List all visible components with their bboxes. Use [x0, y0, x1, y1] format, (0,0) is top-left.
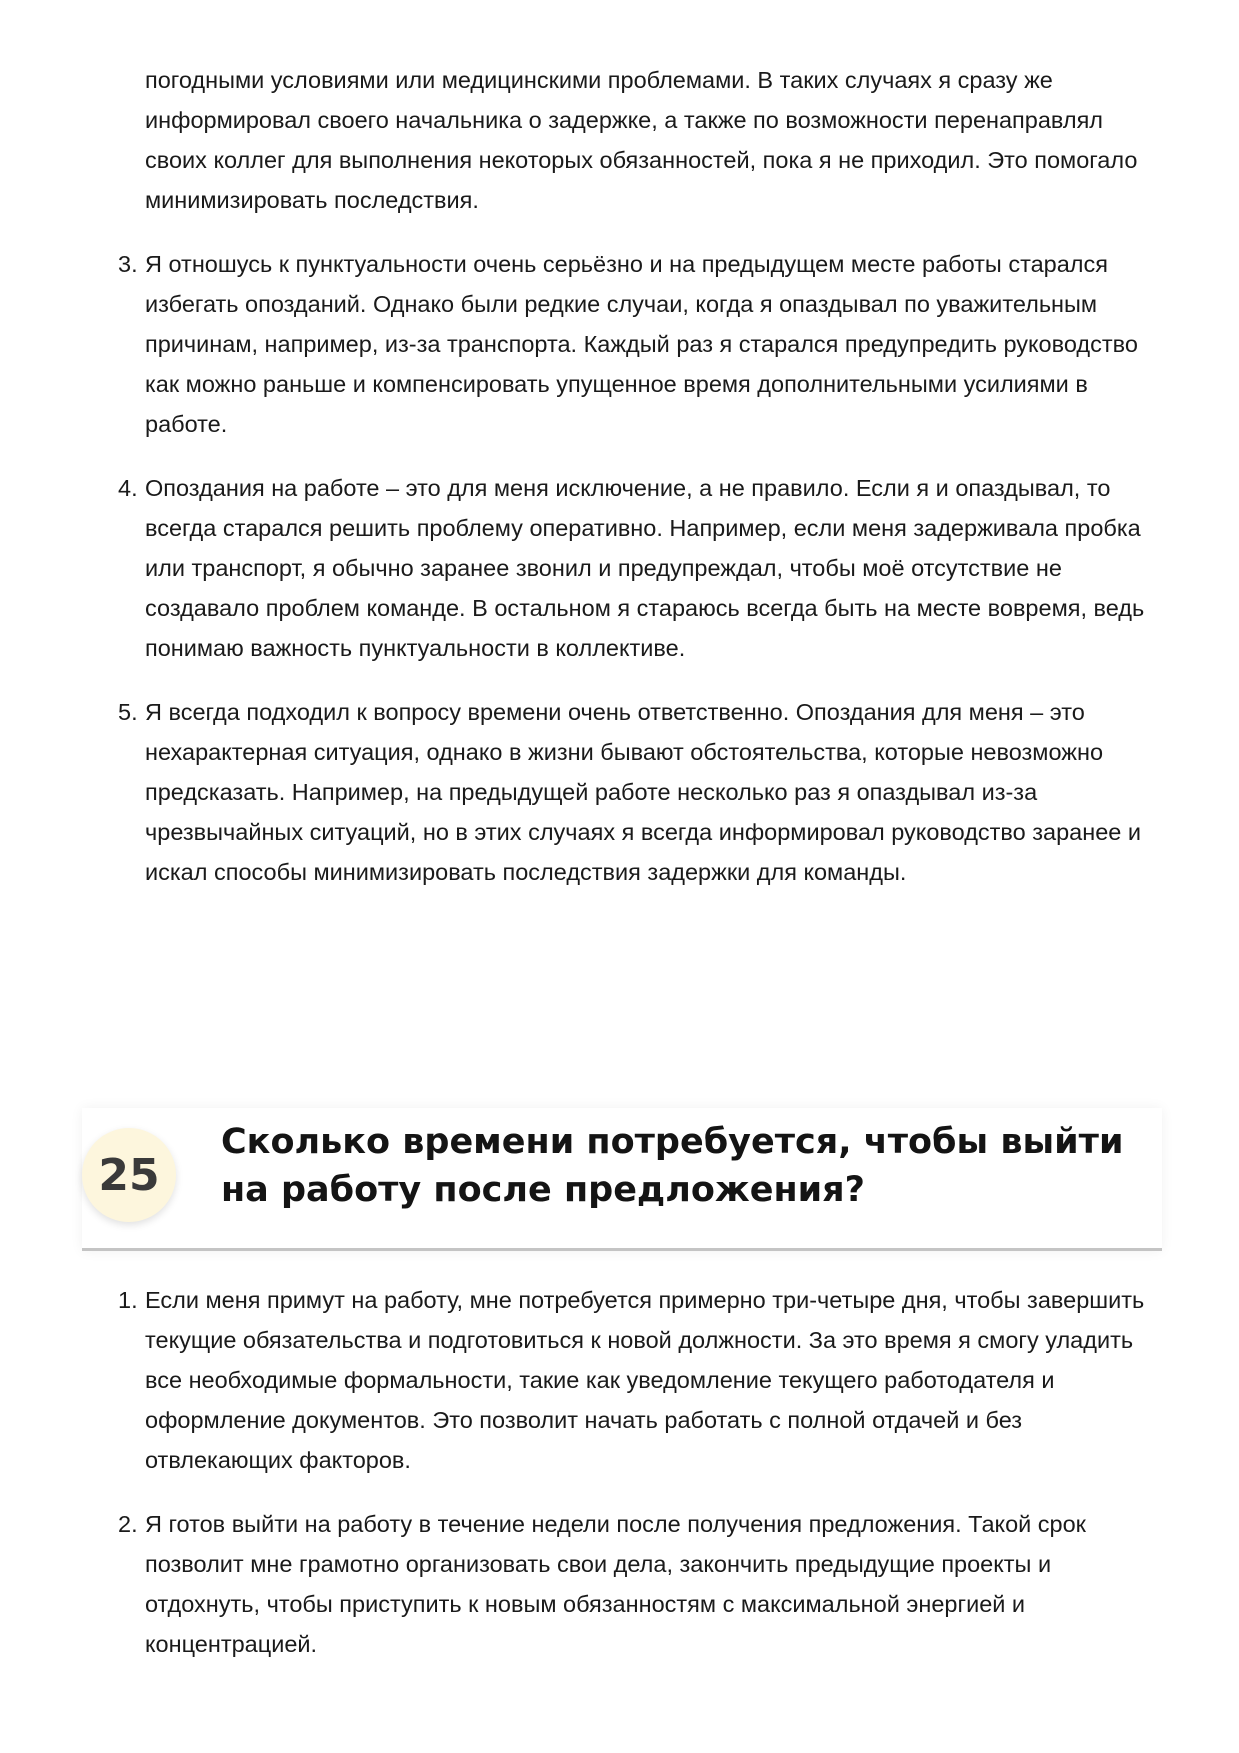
list-item: [118, 244, 1155, 444]
list-item-text: Я отношусь к пунктуальности очень серьёзно и на предыдущем месте работы старался избегать опозданий. Однако были редкие случаи, когда я опаздывал по уважительным причинам, например, из-за транспорта. Каждый раз я старался предупредить руководство как можно раньше и компенсировать упущенное время дополнительными усилиями в работе.: [145, 251, 1138, 437]
list-item: [118, 692, 1155, 892]
list-item-text: Я всегда подходил к вопросу времени очень ответственно. Опоздания для меня – это нехарактерная ситуация, однако в жизни бывают обстоятельства, которые невозможно предсказать. Например, на предыдущей работе несколько раз я опаздывал из-за чрезвычайных ситуаций, но в этих случаях я всегда информировал руководство заранее и искал способы минимизировать последствия задержки для команды.: [145, 699, 1141, 885]
list-item-number: 3.: [118, 251, 138, 277]
list-item-text: Опоздания на работе – это для меня исключение, а не правило. Если я и опаздывал, то всегда старался решить проблему оперативно. Например, если меня задерживала пробка или транспорт, я обычно заранее звонил и предупреждал, чтобы моё отсутствие не создавало проблем команде. В остальном я стараюсь всегда быть на месте вовремя, ведь понимаю важность пунктуальности в коллективе.: [145, 475, 1145, 661]
list-item-text: Я готов выйти на работу в течение недели после получения предложения. Такой срок позволит мне грамотно организовать свои дела, закончить предыдущие проекты и отдохнуть, чтобы приступить к новым обязанностям с максимальной энергией и концентрацией.: [145, 1511, 1086, 1657]
previous-answers-list: [118, 244, 1155, 916]
answer-continuation: [145, 60, 1155, 220]
list-item: [118, 1280, 1155, 1480]
list-item-number: 5.: [118, 699, 138, 725]
list-item: [118, 468, 1155, 668]
question-number-badge: 25: [82, 1128, 176, 1222]
list-item-text: Если меня примут на работу, мне потребуется примерно три-четыре дня, чтобы завершить текущие обязательства и подготовиться к новой должности. За это время я смогу уладить все необходимые формальности, такие как уведомление текущего работодателя и оформление документов. Это позволит начать работать с полной отдачей и без отвлекающих факторов.: [145, 1287, 1145, 1473]
list-item-number: 1.: [118, 1287, 138, 1313]
question-title: Сколько времени потребуется, чтобы выйти на работу после предложения?: [221, 1122, 1124, 1210]
answer-continuation-text: погодными условиями или медицинскими проблемами. В таких случаях я сразу же информировал своего начальника о задержке, а также по возможности перенаправлял своих коллег для выполнения некоторых обязанностей, пока я не приходил. Это помогало минимизировать последствия.: [145, 67, 1138, 213]
list-item-number: 4.: [118, 475, 138, 501]
list-item-number: 2.: [118, 1511, 138, 1537]
list-item: [118, 1504, 1155, 1664]
question-header: [82, 1108, 1162, 1251]
answers-list: [118, 1280, 1155, 1688]
